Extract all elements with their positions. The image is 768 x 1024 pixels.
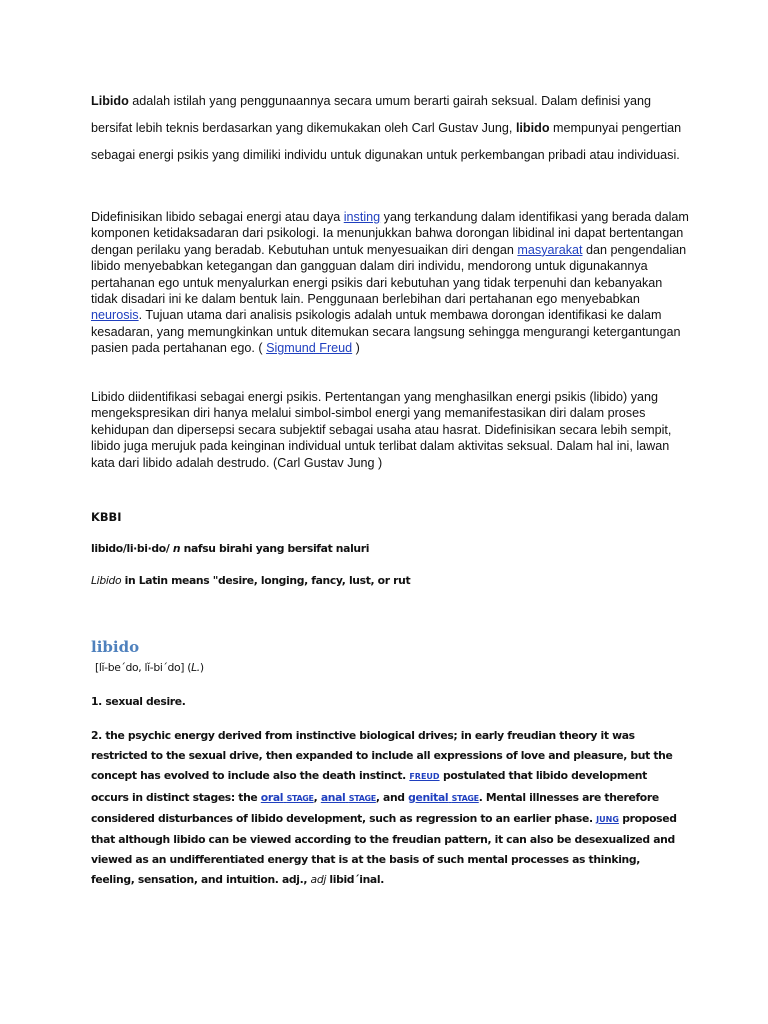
link-text: STAGE: [286, 793, 314, 803]
sense-1: 1. sexual desire.: [91, 695, 186, 708]
paragraph-freud: [91, 209, 691, 357]
latin-word: Libido: [91, 574, 122, 587]
link-freud[interactable]: FREUD: [409, 772, 440, 782]
link-text: STAGE: [348, 793, 376, 803]
term-libido: Libido: [91, 94, 129, 108]
text: Didefinisikan libido sebagai energi atau daya: [91, 210, 344, 224]
text: . Mental illnesses are therefore considered disturbances of libido development, such as regression to an earlier phase.: [91, 790, 659, 825]
link-insting[interactable]: insting: [343, 210, 381, 224]
kbbi-pos: n: [172, 542, 181, 555]
text: 2. the psychic energy derived from instinctive biological drives; in early freudian theory it was restricted to the sexual drive, then expanded to include all expressions of love and pleasure, but the concept has evolved to include also the death instinct.: [91, 729, 673, 783]
text: ): [352, 341, 360, 356]
text: libid´inal.: [325, 873, 384, 887]
pron-lang: L.: [191, 661, 200, 674]
link-text: oral: [260, 790, 284, 804]
link-masyarakat[interactable]: masyarakat: [517, 242, 583, 257]
pron-text: ): [199, 661, 204, 674]
link-jung[interactable]: JUNG: [596, 814, 619, 824]
paragraph-jung: Libido diidentifikasi sebagai energi psikis. Pertentangan yang menghasilkan energi psikis (libido) yang mengekspresikan diri hanya melalui simbol-simbol energi yang memanifestasikan diri dalam proses kehidupan dan dipersepsi secara subjektif sebagai usaha atau hasrat. Didefinisikan secara lebih sempit, libido juga merujuk pada keinginan individual untuk terlibat dalam aktivitas seksual. Dalam hal ini, lawan kata dari libido adalah destrudo. (Carl Gustav Jung ): [91, 390, 672, 470]
link-neurosis[interactable]: neurosis: [91, 308, 139, 323]
latin-text: in Latin means "desire, longing, fancy, lust, or rut: [121, 574, 411, 587]
kbbi-definition-text: nafsu birahi yang bersifat naluri: [180, 542, 370, 555]
text: , and: [375, 790, 409, 804]
text: . Tujuan utama dari analisis psikologis adalah untuk membawa dorongan identifikasi ke dalam kesadaran, yang memungkinkan untuk ditemukan secara langsung sehingga mengurangi ketergantungan pasien pada pertahanan ego. (: [91, 308, 681, 356]
link-anal-stage[interactable]: [321, 791, 376, 804]
text: proposed that although libido can be viewed according to the freudian pattern, it can also be desexualized and viewed as an undifferentiated energy that is at the basis of such mental processes as thinking, feeling, sensation, and intuition. adj.,: [91, 811, 677, 887]
sense-2: [91, 726, 681, 891]
term-libido: libido: [515, 121, 550, 135]
link-sigmund-freud[interactable]: Sigmund Freud: [266, 341, 353, 356]
text: ,: [313, 790, 321, 804]
entry-title: libido: [91, 638, 140, 656]
text: postulated that libido development occurs in distinct stages: the: [91, 769, 647, 804]
link-text: anal: [320, 790, 346, 804]
pronunciation: [95, 661, 695, 675]
link-oral-stage[interactable]: [261, 791, 314, 804]
latin-meaning: [91, 574, 691, 588]
paragraph-definition: [91, 88, 691, 169]
kbbi-heading: KBBI: [91, 510, 122, 524]
pron-text: [lĭ-be´do, lĭ-bi´do] (: [95, 661, 192, 674]
text: mempunyai pengertian sebagai energi psikis yang dimiliki individu untuk digunakan untuk perkembangan pribadi atau individuasi.: [91, 121, 682, 162]
text: yang terkandung dalam identifikasi yang berada dalam komponen ketidaksadaran dari psikologi. Ia menunjukkan bahwa dorongan libidinal ini dapat bertentangan dengan perilaku yang beradab. Kebutuhan untuk menyesuaikan diri dengan: [91, 210, 689, 257]
link-text: STAGE: [451, 793, 479, 803]
link-genital-stage[interactable]: [408, 791, 479, 804]
link-text: genital: [408, 790, 449, 804]
kbbi-definition: [91, 542, 691, 556]
text: adalah istilah yang penggunaannya secara umum berarti gairah seksual. Dalam definisi yang bersifat lebih teknis berdasarkan yang dikemukakan oleh Carl Gustav Jung,: [91, 94, 652, 135]
text: dan pengendalian libido menyebabkan ketegangan dan gangguan dalam diri individu, mendorong untuk digunakannya pertahanan ego untuk menyalurkan energi psikis dari kebutuhan yang tidak terpenuhi dan kebanyakan tidak disadari ini ke dalam bentuk lain. Penggunaan berlebihan dari pertahanan ego menyebabkan: [91, 242, 687, 307]
adj-label: adj: [310, 873, 326, 887]
kbbi-headword: libido/li·bi·do/: [91, 542, 173, 555]
